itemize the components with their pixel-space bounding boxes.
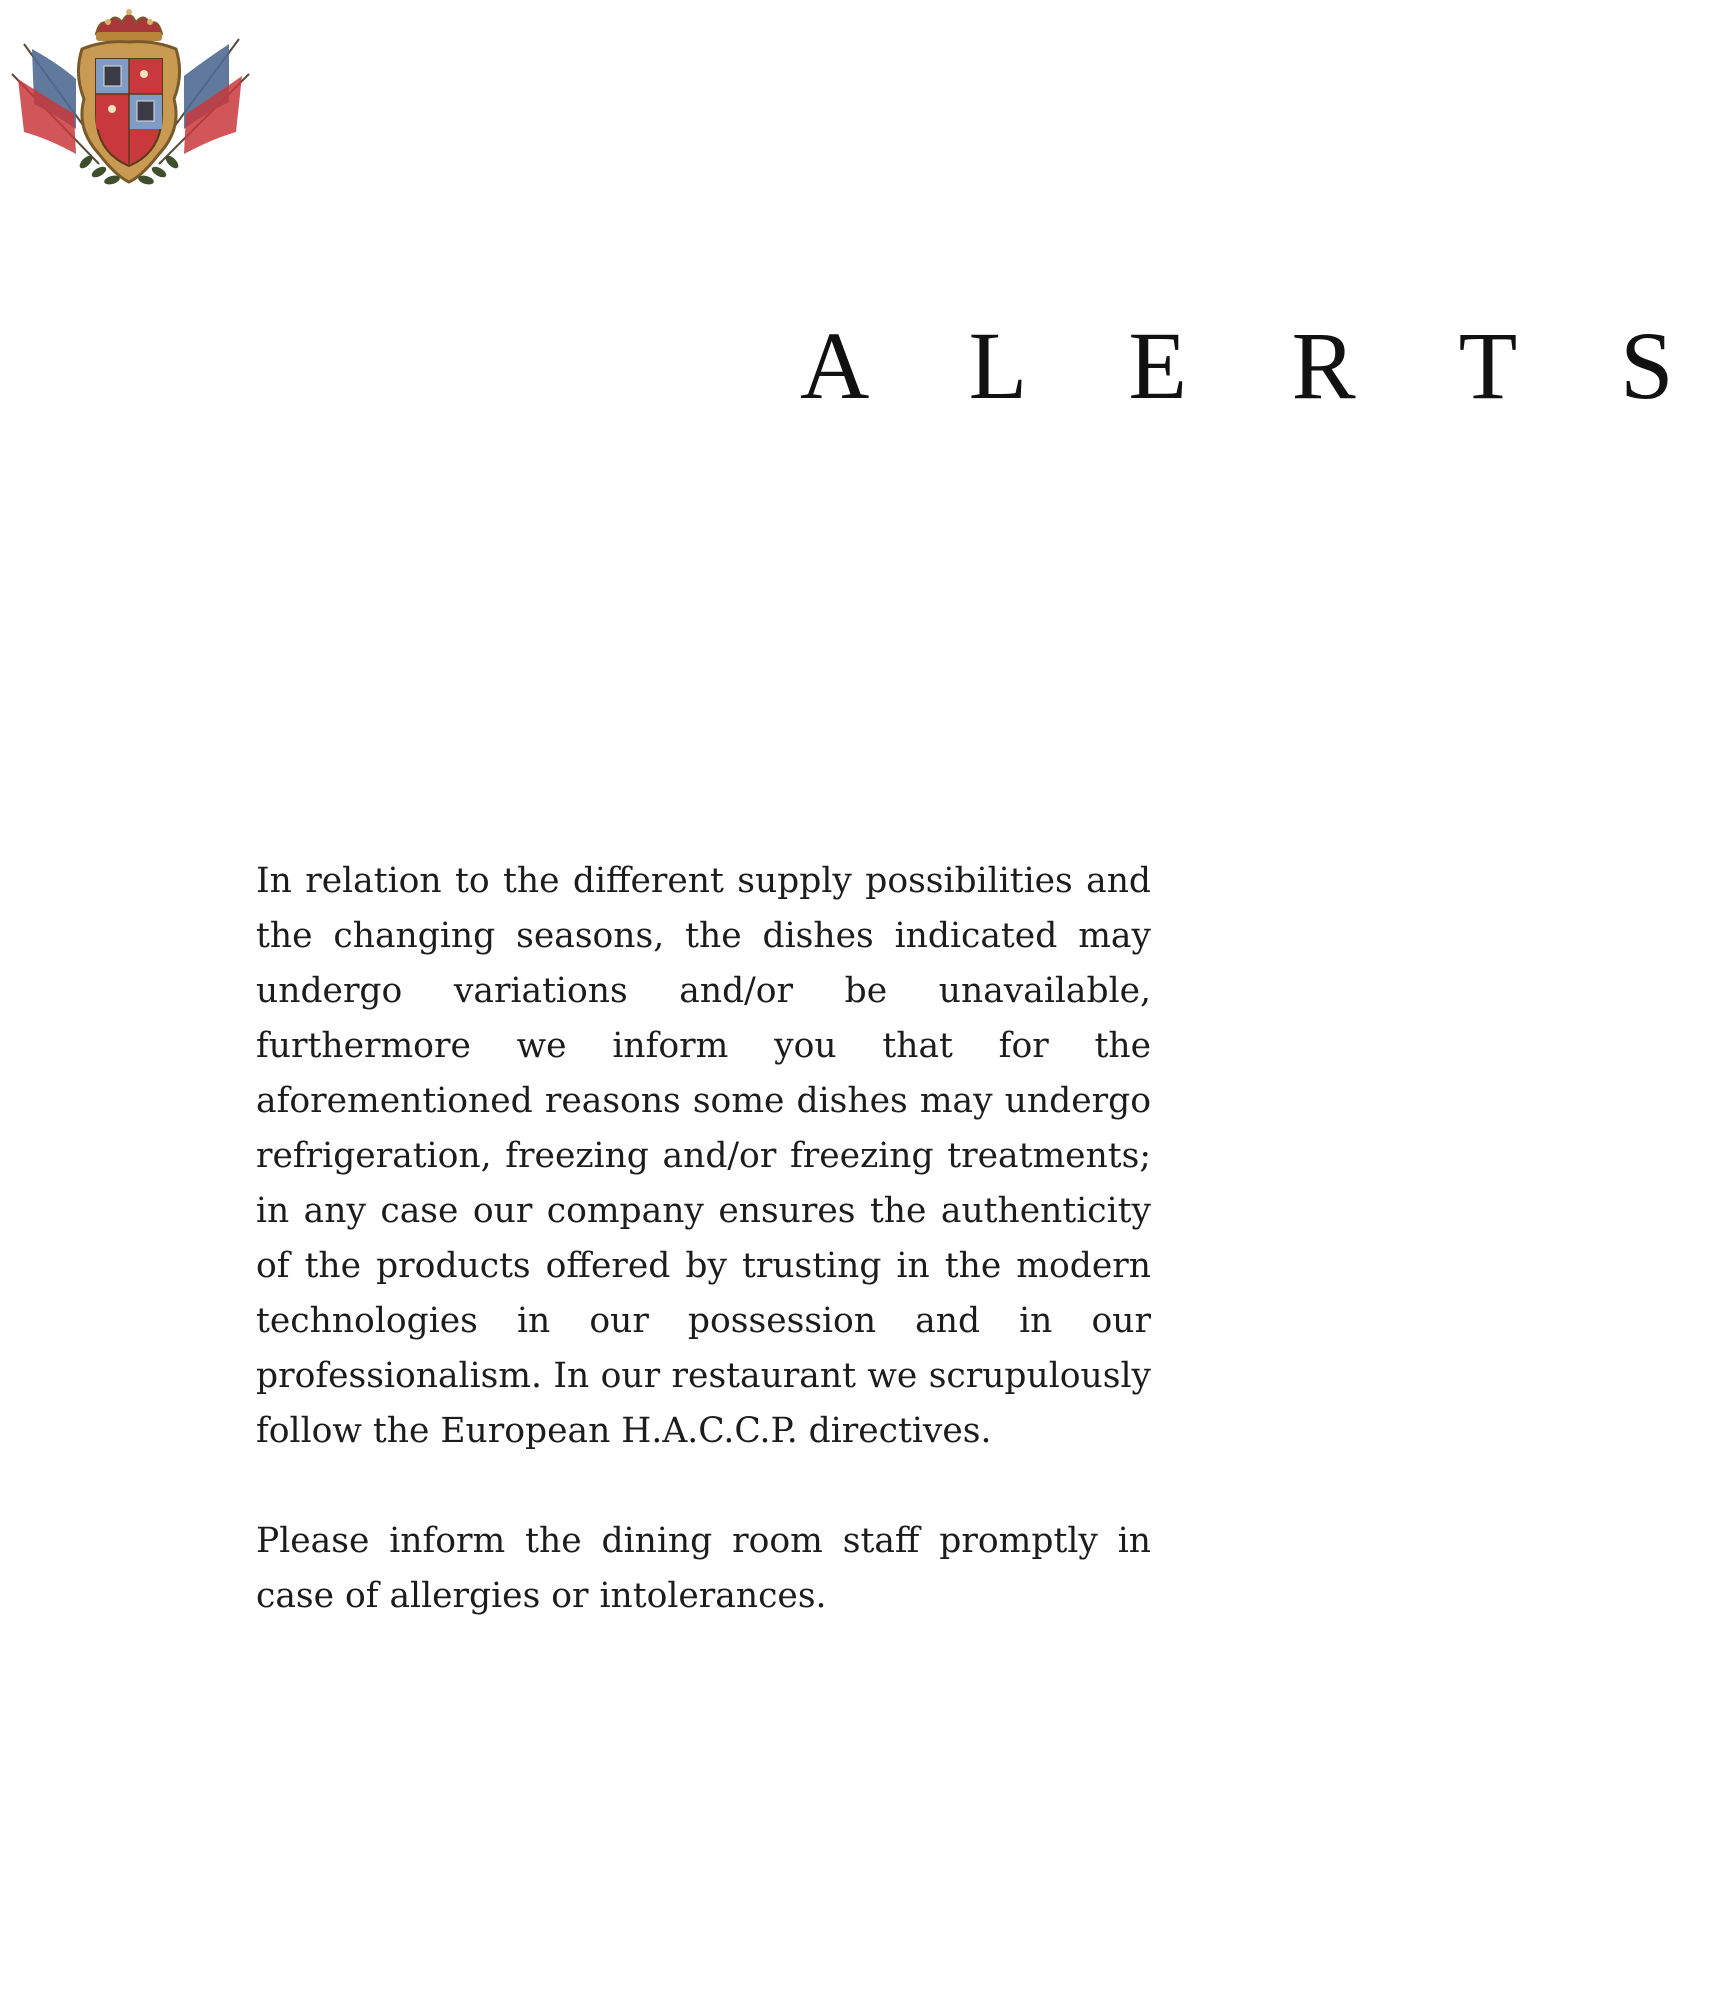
coat-of-arms-icon xyxy=(4,4,254,200)
allergy-notice-paragraph: Please inform the dining room staff promptly in case of allergies or intolerances. xyxy=(256,1521,1151,1616)
alerts-body xyxy=(256,854,1151,1679)
crown xyxy=(96,9,162,41)
notice-paragraph: In relation to the different supply possibilities and the changing seasons, the dishes indicated may undergo variations and/or be unavailable, furthermore we inform you that for the aforementioned reasons some dishes may undergo refrigeration, freezing and/or freezing treatments; in any case our company ensures the authenticity of the products offered by trusting in the modern technologies in our possession and in our professionalism. In our restaurant we scrupulously follow the European H.A.C.C.P. directives. xyxy=(256,861,1151,1451)
page-title: A L E R T S xyxy=(800,312,1714,419)
shield xyxy=(96,59,162,166)
